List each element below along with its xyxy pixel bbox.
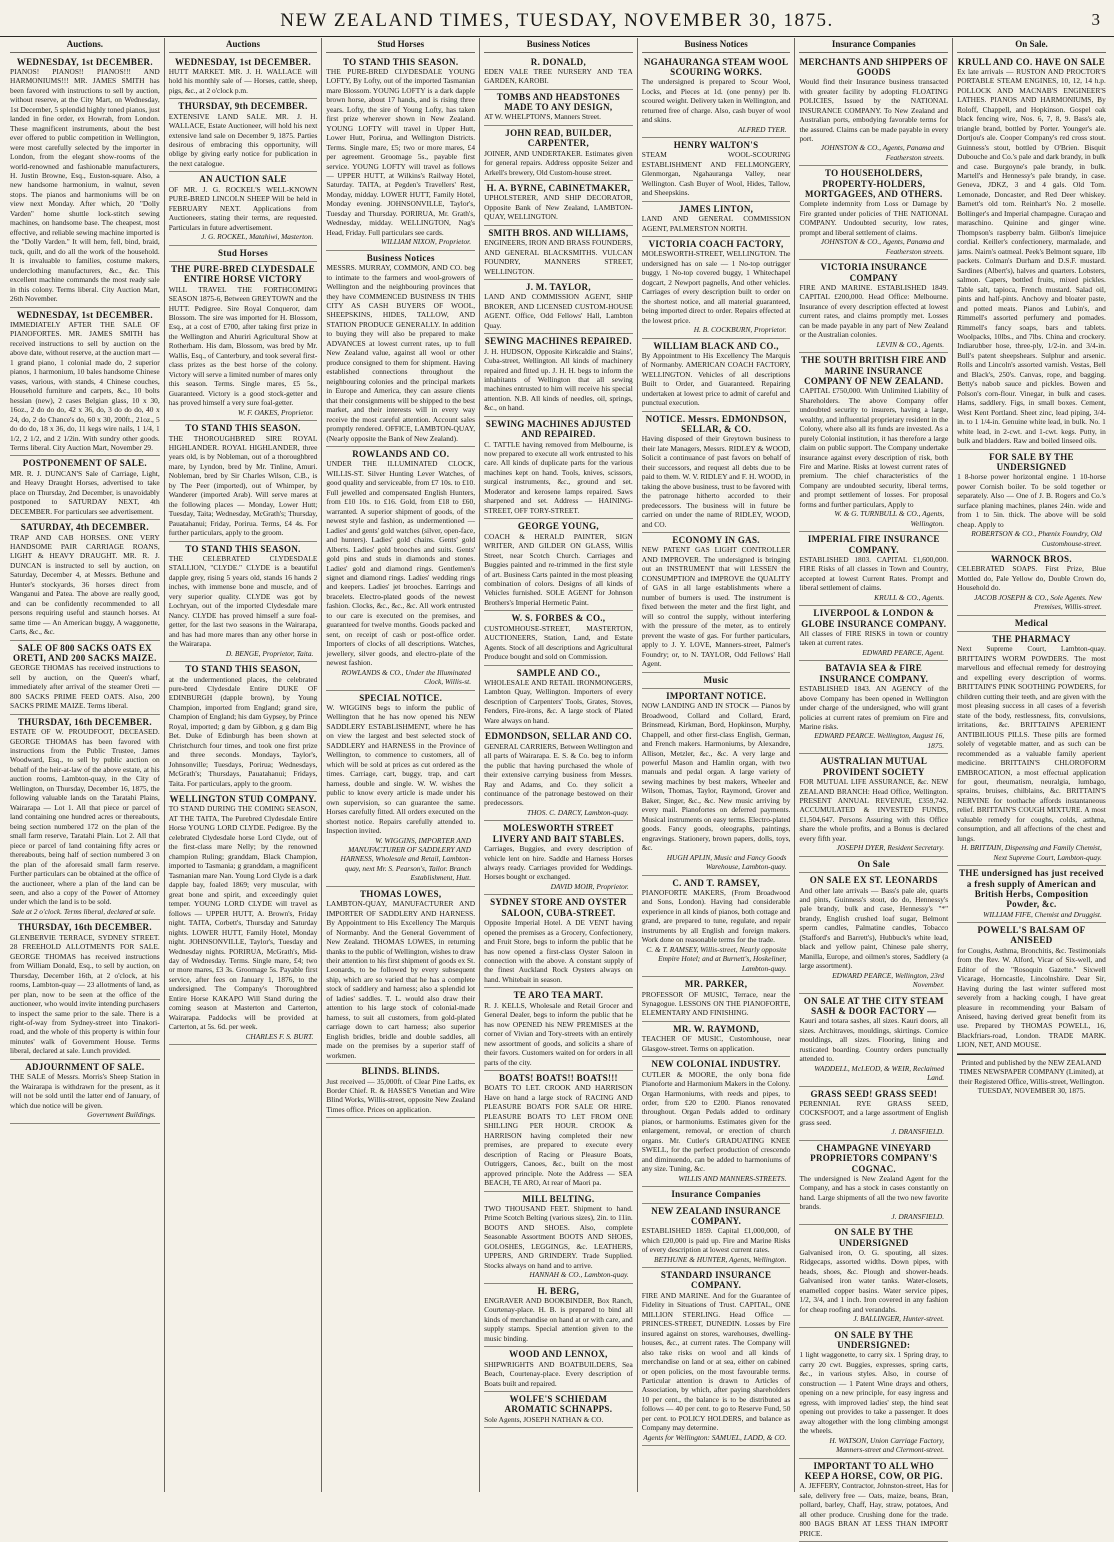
ad-body: at the undermentioned places, the celebrated pure-bred Clydesdale Entire DUKE OF EDINBURGH (dapple brown), by Young Champion, imported from England; grand sire, Champion of England; his dam Gypsey, by Prince Royal, imported; g dam by Gibbon, g g dam Big Bet. Duke of Edinburgh has been shown at Christchurch four times, and took one first prize and three seconds. Mondays, Taylor's, Johnsonville; Tuesdays, Porirua; Wednesdays, McGrath's; Thursdays, Pauatahanui; Fridays, Taita. For particulars, apply to the groom. [168, 674, 318, 788]
ad-title: ADJOURNMENT OF SALE. [25, 1061, 145, 1072]
advertisement [169, 172, 318, 245]
ad-title: Medical [1014, 617, 1049, 628]
ad-title: SYDNEY STORE AND OYSTER SALOON, CUBA-STREET. [490, 897, 627, 918]
ad-body: EXTENSIVE LAND SALE. MR. J. H. WALLACE, Estate Auctioneer, will hold his next extensive land sale on December 9, 1875. Parties desirous of embracing this opportunity, will oblige by giving early notice for publication in the next catalogue. [168, 111, 318, 168]
ad-signature: THOS. C. DARCY, Lambton-quay. [526, 807, 629, 817]
section-heading: Stud Horses [326, 38, 475, 53]
advertisement [957, 923, 1106, 1054]
advertisement [642, 673, 791, 689]
ad-title: THE SOUTH BRITISH FIRE AND MARINE INSURANCE COMPANY OF NEW ZEALAND. [801, 355, 947, 386]
advertisement [10, 308, 160, 457]
ad-body: LAMBTON-QUAY, MANUFACTURER AND IMPORTER OF SADDLERY AND HARNESS. By Appointment to His Excellency The Marquis of Normanby. And the General Government of New Zealand. THOMAS LOWES, in returning thanks to the public of Wellington, wishes to draw their attention to his first shipment of goods ex St. Leonards, to be followed by every subsequent ship, which are so varied that he has a complete stock of saddlery and harness; also a splendid lot of ladies' saddles. T. L. would also draw their attention to his large stock of colonial-made harness, to suit all customers, from gold-plated carriage down to cart harness; also superior English bridles, bridle and double saddles, all made on the premises by a superior staff of workmen. [326, 899, 476, 1060]
ad-title: WOLFE'S SCHIEDAM AROMATIC SCHNAPPS. [504, 1394, 613, 1415]
ad-body: COACH & HERALD PAINTER, SIGN WRITER, AND GILDER ON GLASS, Willis Street, near Scotch Church. Carriages and Buggies painted and re-trimmed in the first style of art. Business Carts painted in the most pleasing combination of colors. Designs of all kinds of Vehicles furnished. SOLE AGENT for Johnson Brothers's Imperial Hermetic Paint. [484, 531, 633, 607]
ad-title: GRASS SEED! GRASS SEED! [810, 1088, 938, 1099]
advertisement [799, 55, 948, 167]
ad-signature: W. F. OAKES, Proprietor. [237, 407, 314, 417]
ad-signature: Sale at 2 o'clock. Terms liberal, declared at sale. [11, 906, 156, 916]
ad-body: C. TATTLE having removed from Melbourne, is now prepared to execute all work entrusted to his care. All kinds of duplicate parts for the various machines kept on hand. Tools, knives, scissors, surgical instruments, &c., ground and set. Moderator and kerosene lamps repaired. Saws sharpened and set. Address — HAINING-STREET, OFF TORY-STREET. [484, 439, 633, 515]
ad-title: IMPERIAL FIRE INSURANCE COMPANY. [807, 534, 940, 555]
ad-title: STANDARD INSURANCE COMPANY. [660, 1270, 772, 1291]
advertisement [484, 1347, 633, 1392]
ad-title: LIVERPOOL & LONDON & GLOBE INSURANCE COMPANY. [801, 608, 947, 629]
ad-signature: CHARLES F. S. BURT. [245, 1031, 314, 1041]
ad-body: TWO THOUSAND FEET. Shipment to hand. Prime Scotch Belting (various sizes), 2in. to 11in. BOOTS AND SHOES. Also, complete Seasonable Assortment BOOTS AND SHOES, GOLOSHES, LEGGINGS, &c. LEATHERS, UPPERS, AND GRINDERY. Trade Supplied. Stocks always on hand and to arrive. [484, 1203, 633, 1270]
ad-title: KRULL AND CO. HAVE ON SALE [957, 56, 1106, 67]
advertisement [484, 1284, 633, 1348]
ad-title: CHAMPAGNE VINEYARD PROPRIETORS COMPANY'S COGNAC. [810, 1142, 938, 1174]
ad-title: HENRY WALTON'S [673, 140, 759, 151]
advertisement [799, 1225, 948, 1327]
ad-body: Ex late arrivals — RUSTON AND PROCTOR'S PORTABLE STEAM ENGINES, 10, 12, 14 h.p. POLLOCK AND MACNAB'S ENGINEER'S LATHES. PIANOS AND HARMONIUMS, By Roloff, Chappell, and Hopkinson. Gospel oak black fencing wire, Nos. 6, 7, 8, 9. Bass's ale, triangle brand, bottled by Porter. Younger's ale. Dortjou's ale. Cooper Company's red cross stout. Guinness's stout, bottled by O'Brien. Bisquit Dubouche and Co.'s pale and dark brandy, in bulk and case. Burgoyne's pale brandy, in bulk. Martell's and Hennessy's pale brandy, in case. Geneva, JDKZ, 3 and 4 gals. Old Tom. Lemonade, Doncaster, and Red Deer whiskey. Barnett's old tom. Reinhart's No. 2 moselle. Bollinger's and Imperial champagne. Curaçao and maraschino. Quinine and ginger wine. Thompson's raspberry balm. Gilbon's limejuice cordial. Keiller's confectionery, marmalade, and jams. Nairn's oatmeal. Peek's Belmont square, 1lb packets. Colman's Durham and D.S.F. mustard. Sardines (Albert's), halves and quarters. Lobsters, salmon. Capers, bottled fruits, mixed pickles. Table salt, tapioca, French mustard. Salad oil, pints and half-pints. Anchovy and bloater paste, and potted meats. Pianos and Lubin's, and Rimmell's assorted perfumery and pomades. Rimmell's fancy soaps, bars and tablets. Woolpacks, 10lbs., and 7lbs. China and crockery. Indiarubber hose, three-ply, 1/2-in. and 3/4-in. Bull's patent sheepshears. Sulphur and arsenic. Rolls and Lincoln's assorted varnish. Vestas, Bell and Black's, 250's. Canvas, rope, and bagging. Betty's nabob sauce and pickles. Bowen and Polson's corn-flour. Vinegar, in bulk and cases. Hams, saddlery. Figs, in small boxes. Cement, West Kent Portland. Sheet zinc, lead piping, 3/4-in. to 1 1/4-in. Genuine white lead, in bulk. No. 1 white lead, in 2-cwt. and 1-cwt. kegs. Putty, in bulk and bladders. Raw and boiled linseed oils. [957, 66, 1106, 446]
advertisement [642, 412, 791, 533]
advertisement [484, 1392, 633, 1428]
ad-title: WOOD AND LENNOX, [509, 1349, 608, 1360]
ad-title: SPECIAL NOTICE. [359, 692, 443, 703]
advertisement [484, 666, 633, 730]
ad-body: THE CELEBRATED CLYDESDALE STALLION, "CLYDE." CLYDE is a beautiful dapple grey, rising 5 years old, stands 16 hands 2 inches, with immense bone and muscle, and of very superior quality. CLYDE was got by Lochryan, out of the imported Clydesdale mare Nancy. CLYDE has proved himself a sure foal-getter, for the last two seasons in the Wairarapa, and has had more mares than any other horse in the Wairarapa. [168, 554, 318, 649]
ad-body: LAND AND COMMISSION AGENT, SHIP BROKER, AND LICENSED CUSTOM-HOUSE AGENT. Office, Odd Fellows' Hall, Lambton Quay. [484, 292, 633, 330]
advertisement [957, 866, 1106, 923]
ad-signature: J. G. ROCKEL, Matahiwi, Masterton. [201, 232, 314, 242]
ad-title: SATURDAY, 4th DECEMBER. [20, 522, 149, 533]
advertisement [642, 1204, 791, 1269]
advertisement [484, 729, 633, 821]
ad-signature: H. BRITTAIN, Dispensing and Family Chemist, Next Supreme Court, Lambton-quay. [961, 843, 1102, 862]
ad-body: W. WIGGINS begs to inform the public of Wellington that he has now opened his NEW SADDLERY ESTABLISHMENT, where he has on view the largest and best selected stock of SADDLERY and HARNESS in the Province of Wellington, to commence to customers, all of which will be sold at prices as cut ordered as the times. Carriage, cart, buggy, trap, and cart harness, double and single. W. W. wishes the public to know every article is made under his own supervision, so can guarantee the same. Horses carefully fitted. All orders executed on the shortest notice. Repairs carefully attended to. Inspection invited. [326, 702, 476, 836]
ad-title: ON SALE EX ST. LEONARDS [809, 875, 938, 886]
ad-title: NEW ZEALAND INSURANCE COMPANY. [651, 1205, 781, 1226]
ad-body: UNDER THE ILLUMINATED CLOCK, WILLIS-ST. Silver Hunting Lever Watches, of good quality and serviceable, from £7 10s. to £10. Full jewelled and compensated English Hunters, from £10 10s. to £16. Gold, from £18 to £60, warranted. A superior shipment of goods, of the newest style and fashion, as undermentioned — Ladies' and gents' gold watches (silver, open-face, and hunters). Ladies' gold chains. Gents' gold Alberts. Ladies' gold brooches and suits. Gents' gold pins and studs in diamonds and stones. Ladies' gold and diamond rings. Gentlemen's signet and diamond rings. Ladies' wedding rings and keepers. Ladies' jet brooches. Earrings and bracelets. Electro-plated goods of the newest fashion. Clocks, &c., &c., &c. All work entrusted to our care is executed on the premises, and guaranteed for twelve months. Goods packed and sent, on receipt of cash or post-office order. Importers of clocks of all descriptions. Watches, jewellery, silver goods, and electro-plate of the newest fashion. [326, 459, 476, 668]
ad-title: VICTORIA INSURANCE COMPANY [820, 262, 928, 283]
advertisement [642, 977, 791, 1022]
advertisement [169, 421, 318, 542]
advertisement [169, 542, 318, 663]
advertisement [169, 55, 318, 100]
ad-title: THURSDAY, 9th DECEMBER. [178, 101, 308, 112]
advertisement [326, 447, 475, 691]
ad-title: SAMPLE AND CO., [516, 667, 601, 678]
advertisement [642, 1268, 791, 1446]
advertisement [799, 1328, 948, 1459]
advertisement [799, 1459, 948, 1542]
advertisement [484, 181, 633, 226]
ad-body: PIANOS! PIANOS!! PIANOS!!! AND HARMONIUMS!!! MR. JAMES SMITH has been favored with instructions to sell by auction, without reserve, at the City Mart, on Wednesday, 1st December, 5 splendid highly toned pianos, just landed in fine order, ex Howrah, from London. These magnificent instruments, about the best ever offered to public competition in Wellington, were most carefully selected by the importer in London, from the elegant show-rooms of the world-renowned and fashionable manufacturers, H. Justin Browne, Esq., Euston-square. Also, a new handsome harmonium, in walnut, seven stops. The pianos and harmoniums will be on view next Monday. After which, 20 "Dolly Varden" home shuttle lock-stitch sewing machines, on handsome base. The cheapest, most effective, and reliable sewing machine imported is the "Dolly Varden." It will hem, fell, bind, braid, tuck, quilt, and do all the work of the household. It is invaluable to families, costume makers, underclothing manufacturers, &c., &c. This excellent machine commands the most ready sale in this colony. Terms liberal. City Auction Mart, 26th November. [10, 66, 160, 304]
ad-signature: HANNAH & CO., Lambton-quay. [529, 1270, 629, 1280]
section-heading: Business Notices [484, 38, 633, 53]
ad-signature: DAVID MOIR, Proprietor. [550, 881, 629, 891]
ad-body: Sole Agents, JOSEPH NATHAN & CO. [484, 1414, 604, 1424]
advertisement [957, 616, 1106, 632]
ad-body: Next Supreme Court, Lambton-quay. BRITTAIN'S WORM POWDERS. The most marvellous and effectual remedy for destroying and expelling every description of worms. BRITTAIN'S PINK SOOTHING POWDERS, for children cutting their teeth, and are given with the most pleasing success in all cases of a feverish state of the body, restlessness, fits, convulsions, irritations, &c. BRITTAIN'S APERIENT ANTIBILIOUS PILLS. These pills are formed solely of vegetable matter, and as such can be recommended as a valuable family aperient medicine. BRITTAIN'S CHLOROFORM EMBROCATION, a most effectual application for gout, rheumatism, neuralgia, lumbago, sprains, bruises, chilblains, &c. BRITTAIN'S NERVINE for toothache affords instantaneous relief. BRITTAIN'S COUGH MIXTURE. A most valuable remedy for coughs, colds, asthma, consumption, and all affections of the chest and lungs. [957, 644, 1106, 843]
ad-body: BOATS TO LET. CROOK AND HARRISON Have on hand a large stock of RACING AND PLEASURE BOATS FOR SALE OR HIRE. PLEASURE BOATS TO LET FROM ONE SHILLING PER HOUR. CROOK & HARRISON having completed their new premises, are prepared to execute every description of Racing or Pleasure Boats, Outriggers, Canoes, &c., built on the most approved principle. Note the Address — SEA BEACH, TE ARO, At rear of Maori pa. [484, 1083, 633, 1188]
masthead-title: NEW ZEALAND TIMES, TUESDAY, NOVEMBER 30, 1875. [280, 10, 834, 31]
ad-title: EDMONDSON, SELLAR AND CO. [485, 731, 632, 742]
advertisement [642, 55, 791, 139]
ad-body: By Appointment to His Excellency The Marquis of Normanby. AMERICAN COACH FACTORY, WELLINGTON. Vehicles of all descriptions Built to Order, and Guaranteed. Repairing undertaken at lowest price to admit of careful and punctual execution. [641, 350, 791, 408]
ad-body: ESTATE OF W. PROUDFOOT, DECEASED. GEORGE THOMAS has been favored with instructions from the Public Trustee, James Woodward, Esq., to sell by public auction on behalf of the heir-at-law of the above estate, at his auction rooms, Lambton-quay, in the City of Wellington, on Thursday, December 16, 1875, the following valuable lands on the Taratahi Plains, Wairarapa — Lot 1. All that piece or parcel of land containing one hundred acres or thereabouts, being section numbered 172 on the plan of the small farm reserve, Taratahi Plain. Lot 2. All that piece or parcel of land containing fifty acres or thereabouts, being half of section numbered 3 on the plan of the aforesaid small farm reserve. Further particulars can be obtained at the office of the auctioneer, where a plan of the land can be seen, and also a copy of the Power of Attorney under which the land is to be sold. [10, 727, 160, 907]
ad-title: On Sale [857, 858, 890, 869]
ad-title: SEWING MACHINES REPAIRED. [484, 336, 632, 347]
ad-signature: KRULL & CO., Agents. [874, 592, 945, 602]
ad-body: ENGRAVER AND BOOKBINDER, Box Ranch, Courtenay-place. H. B. is prepared to bind all kinds of merchandise on hand at or with care, and supply stamps. Special attention given to the music binding. [484, 1295, 633, 1343]
column-4 [479, 38, 637, 1492]
column-2 [164, 38, 322, 1492]
ad-signature: EDWARD PEARCE. Wellington, August 16, 1875. [814, 731, 945, 750]
ad-title: MOLESWORTH STREET LIVERY AND BAIT STABLES. [492, 823, 625, 844]
advertisement [10, 456, 160, 520]
ad-signature: H. B. COCKBURN, Proprietor. [693, 325, 787, 335]
advertisement [484, 519, 633, 611]
ad-title: WEDNESDAY, 1st DECEMBER. [16, 309, 153, 320]
ad-body: TO STAND DURING THE COMING SEASON, AT THE TAITA, The Purebred Clydesdale Entire Horse YOUNG LORD CLYDE. Pedigree. By the celebrated Clydesdale horse Lord Clyde, out of the first-class mare Nelly; by the renowned champion Ruling; granddam, Black Champion, imported to Tasmania; g granddam, a magnificent Tasmanian mare Nan. Young Lord Clyde is a dark dapple bay, foaled 1869; very muscular, with great bone and spirit, and exceedingly quiet temper. YOUNG LORD CLYDE will travel as follows — UPPER HUTT, A. Brown's, Friday night. TAITA, Corbett's, Thursday and Saturday nights. LOWER HUTT, Family Hotel, Monday night. JOHNSONVILLE, Taylor's, Tuesday and Wednesday nights. PORIRUA, McGrath's, Mid-day of Wednesday. Terms. Single mare, £4; two or more mares, £3 3s. Groomage 5s. Payable first service, after fees on January 1, 1876, to the undersigned. The Company's Thoroughbred Entire Horse KAKAPO Will Stand during the coming season at Masterton and Carterton, Wairarapa. Paddocks will be provided at Carterton, at 5s. 6d. per week. [168, 804, 318, 1032]
ad-body: 1 light waggonette, to carry six. 1 Spring dray, to carry 20 cwt. Buggies, expresses, spring carts, &c., in various styles. Also, in course of construction — 1 Patent Wine drays and others, opening on a new principle, for easy ingress and egress, with improved ladies' step, the hind seat opening out provides to take a passenger. It does away altogether with the long climbing amongst the wheels. [799, 1350, 949, 1436]
ad-title: TOMBS AND HEADSTONES MADE TO ANY DESIGN, [496, 91, 620, 113]
advertisement [799, 1141, 948, 1225]
ad-body: CUSTOMHOUSE-STREET, MASTERTON, AUCTIONEERS, Station, Land, and Estate Agents. Stock of all descriptions and Agricultural Produce bought and sold on Commission. [484, 623, 633, 662]
advertisement [799, 260, 948, 353]
advertisement [642, 202, 791, 237]
ad-body: WHOLESALE AND RETAIL IRONMONGERS, Lambton Quay, Wellington. Importers of every description of Carpenters' Tools, Grates, Stoves, Fenders, Fire-irons, &c. A large stock of Plated Ware always on hand. [484, 677, 633, 725]
colophon: Printed and published by the NEW ZEALAND TIMES NEWSPAPER COMPANY (Limited), at their Registered Office, Willis-street, Wellington. TUESDAY, NOVEMBER 30, 1875. [957, 1054, 1106, 1096]
ad-title: BLINDS. BLINDS. [361, 1066, 440, 1077]
ad-body: Just received — 35,000ft. of Clear Pine Laths, ex Border Chief. R. & HASSE'S Venetian and Wire Blind Works, Willis-street, opposite New Zealand Times office. Prices on application. [326, 1076, 476, 1114]
ad-title: THE PURE-BRED CLYDESDALE ENTIRE HORSE VICTORY [171, 263, 315, 285]
section-heading: Insurance Companies [799, 38, 948, 53]
advertisement [484, 226, 633, 280]
ad-title: AUSTRALIAN MUTUAL PROVIDENT SOCIETY [820, 756, 928, 777]
ad-signature: JACOB JOSEPH & CO., Sole Agents. New Premises, Willis-street. [974, 592, 1102, 612]
ad-signature: Agents for Wellington: SAMUEL, LADD, & CO. [643, 1432, 787, 1442]
advertisement [484, 895, 633, 988]
advertisement [957, 450, 1106, 552]
advertisement [799, 166, 948, 260]
ad-signature: D. BENGE, Proprietor, Taita. [225, 648, 314, 658]
ad-title: ON SALE BY THE UNDERSIGNED: [834, 1329, 914, 1351]
advertisement [169, 262, 318, 421]
ad-signature: J. BALLINGER, Hunter-street. [853, 1314, 945, 1324]
advertisement [484, 417, 633, 519]
section-heading: Business Notices [642, 38, 791, 53]
advertisement [484, 1071, 633, 1192]
advertisement [484, 126, 633, 181]
ad-body: JOINER, AND UNDERTAKER. Estimates given for general repairs. Address opposite Seizer and Arkell's brewery, Old Custom-house street. [484, 148, 633, 177]
ad-body: TEACHER OF MUSIC, Customhouse, near Glasgow-street. Terms on application. [641, 1034, 791, 1053]
column-5 [637, 38, 795, 1492]
ad-title: JOHN READ, BUILDER, CARPENTER, [505, 127, 612, 149]
ad-title: WEDNESDAY, 1st DECEMBER. [16, 56, 153, 67]
ad-title: MR. PARKER, [684, 979, 748, 990]
advertisement [799, 661, 948, 754]
page-number: 3 [1091, 10, 1100, 29]
advertisement [642, 1057, 791, 1187]
ad-title: Insurance Companies [671, 1189, 761, 1200]
ad-body: The undersigned is New Zealand Agent for the Company, and has a stock in cases constantly on hand. Large shipments of all the two new favorite brands. [799, 1173, 949, 1212]
advertisement [799, 532, 948, 606]
ad-body: GENERAL CARRIERS, Between Wellington and all parts of Wairarapa. E. S. & Co. beg to inform the public that having purchased the whole of their extensive carrying business from Messrs. Ray and Adams, and Co. they solicit a continuance of the patronage bestowed on their predecessors. [484, 741, 633, 808]
ad-signature: EDWARD PEARCE, Wellington, 23rd November. [832, 970, 945, 990]
ad-title: Music [703, 674, 729, 685]
advertisement [799, 353, 948, 532]
ad-title: IMPORTANT TO ALL WHO KEEP A HORSE, COW, OR PIG. [804, 1460, 943, 1481]
ad-title: ROWLANDS AND CO. [352, 449, 450, 460]
ad-body: EDEN VALE TREE NURSERY AND TEA GARDEN, KAROBI. [484, 66, 633, 86]
ad-body: All classes of FIRE RISKS in town or country taken at current rates. [799, 629, 949, 648]
ad-body: FOR MUTUAL LIFE ASSURANCE, &c. NEW ZEALAND BRANCH: Head Office, Wellington. PRESENT ANNUAL REVENUE, £359,742. ACCUMULATED & INVESTED FUNDS, £1,504,647. Persons Assuring with this Office share the whole profits, and a Bonus is declared every fifth year. [799, 777, 949, 843]
ad-signature: LEVIN & CO., Agents. [876, 339, 945, 349]
advertisement [10, 641, 160, 715]
ad-body: HUTT MARKET. MR. J. H. WALLACE will hold his monthly sale of — Horses, cattle, sheep, pigs, &c., at 2 o'clock p.m. [168, 66, 318, 95]
advertisement [484, 90, 633, 126]
ad-title: C. AND T. RAMSEY, [672, 877, 760, 888]
ad-body: CUTLER & MOORE, the only bona fide Pianoforte and Harmonium Makers in the Colony. Organ Harmoniums, with reeds and pipes, to order, from £20 to £200. Pianos renovated throughout. Organ Pedals added to ordinary pianos, or harmoniums. Estimates given for the enlargement, removal, or erection of church organs. Mr. Cutler's GRADUATING KNEE SWELL, for the perfect production of crescendo and diminuendo, can be added to harmoniums of any size. Tuning, &c. [641, 1069, 791, 1174]
ad-body: The undersigned is prepared to Scour Wool, Locks, and Pieces at 1d. (one penny) per lb. scoured weight. Delivery taken in Wellington, and returned free of charge. Also, cash buyer of wool and skins. [641, 77, 791, 125]
advertisement [10, 55, 160, 308]
advertisement [642, 1022, 791, 1057]
advertisement [799, 857, 948, 873]
ad-signature: W. & G. TURNBULL & CO., Agents, Wellington. [834, 509, 945, 528]
ad-body: for Coughs, Asthma, Bronchitis, &c. Testimonials from the Rev. W. Alford, Vicar of Six-well, and Editor of the "Rosoquin Gazette." Sixwell Vicarage, Horncastle, Lincolnshire. Dear Sir, Having during the last winter suffered most severely from a hacking cough, I have great pleasure in recommending your Balsam of Aniseed, having derived great benefit from its use. Prepared by THOMAS POWELL, 16, Blackfriars-road, London. TRADE MARK. LION, NET, AND MOUSE. [957, 945, 1106, 1050]
ad-title: R. DONALD, [530, 56, 587, 67]
advertisement [642, 339, 791, 412]
ad-body: ENGINEERS, IRON AND BRASS FOUNDERS, AND GENERAL BLACKSMITHS. VULCAN FOUNDRY, MANNERS STREET, WELLINGTON. [484, 238, 633, 276]
ad-body: WILL TRAVEL THE FORTHCOMING SEASON 1875-6, Between GREYTOWN and the HUTT. Pedigree. Sire Royal Conqueror, dam Blossom. The sire was imported for H. Blossom, Esq., at a cost of £700, after taking first prize in the Wellington and Ahuriri Agricultural Show at Rotherham. His dam, Blossom, was bred by Mr. Wallis, Esq., of Canterbury, and took several first-class prizes as the best horse of the colony. Victory will serve a limited number of mares only this season. Terms. Single mares, £5 5s., Guaranteed. Victory is a good stock-getter and has proved himself a very sure foal-getter. [168, 284, 318, 408]
ad-body: A. JEFFERY, Contractor, Johnston-street, Has for sale, delivery free — Oats, maize, beans, Bran, pollard, barley, Chaff, Hay, straw, potatoes, And all other produce. Crushing done for the trade. 800 BAGS BRAN AT LESS THAN IMPORT PRICE. [799, 1481, 949, 1538]
ad-body: Complete indemnity from Loss or Damage by Fire granted under policies of THE NATIONAL COMPANY. Undoubted security, low rates, prompt and liberal settlement of claims. [799, 199, 949, 237]
ad-title: ECONOMY IN GAS. [672, 535, 760, 546]
ad-signature: C. & T. RAMSEY, Willis-street, Nearly opposite Empire Hotel; and at Burnett's, Hoskeliner, Lambton-quay. [646, 944, 787, 973]
advertisement [484, 1192, 633, 1284]
ad-title: FOR SALE BY THE UNDERSIGNED [989, 451, 1074, 472]
ad-signature: WILLIAM NIXON, Proprietor. [381, 237, 472, 247]
advertisement [642, 138, 791, 202]
column-7 [952, 38, 1110, 1492]
ad-body: THE PURE-BRED CLYDESDALE YOUNG LOFTY, By Lofty, out of the imported Tasmanian mare Blossom. YOUNG LOFTY is a dark dapple brown horse, about 17 hands, and is rising three years. Lofty, the sire of Young Lofty, has taken first prize wherever shown in New Zealand. YOUNG LOFTY will travel in Upper Hutt, Lower Hutt, Porirua, and Wellington Districts. Terms. Single mare, £5; two or more mares, £4 per agreement. Groomage 5s., payable first service. YOUNG LOFTY will travel as follows — UPPER HUTT, at Wilkins's Railway Hotel, Saturday. TAITA, at Pegden's Travellers' Rest, Monday, midday. LOWER HUTT, Family Hotel, Monday evening. JOHNSONVILLE, Taylor's, Tuesday and Thursday. PORIRUA, Mr. Grath's, Wednesday, midday. WELLINGTON, Nag's Head, Friday. Full particulars see cards. [326, 66, 476, 237]
ad-body: Would find their Insurance business transacted with greater facility by adopting FLOATING POLICIES, Issued by the NATIONAL INSURANCE COMPANY. To New Zealand and Australian ports, embodying favorable terms for the assured. Claims can be made payable in every port. [799, 77, 949, 144]
advertisement [169, 792, 318, 1045]
ad-title: BATAVIA SEA & FIRE INSURANCE COMPANY. [819, 663, 929, 684]
ad-body: MESSRS. MURRAY, COMMON, AND CO. beg to intimate to the farmers and wool-growers of Wellington and the neighbouring provinces that they have COMMENCED BUSINESS IN THIS CITY AS CASH BUYERS OF WOOL, SHEEPSKINS, HIDES, TALLOW, AND STATION PRODUCE GENERALLY. In addition to buying they will also be prepared to make ADVANCES at lowest current rates, up to full New Zealand value, against all wool or other produce consigned to them for shipment. Having established connections throughout the neighbouring colonies and the principal markets in Europe and America, they can assure clients that their consignments will be shipped to the best market, and their interests will in every way receive the most careful attention. Account sales promptly rendered. OFFICE, LAMBTON-QUAY, (Nearly opposite the Bank of New Zealand). [326, 263, 476, 443]
advertisement [642, 689, 791, 876]
advertisement [957, 55, 1106, 450]
advertisement [326, 691, 475, 887]
advertisement [10, 920, 160, 1059]
ad-title: THE PHARMACY [992, 634, 1071, 645]
column-6 [794, 38, 952, 1538]
advertisement [169, 99, 318, 172]
advertisement [10, 520, 160, 641]
advertisement [642, 1187, 791, 1203]
ad-body: FIRE AND MARINE. And for the Guarantee of Fidelity in Situations of Trust. CAPITAL, ONE MILLION STERLING. Head Office — PRINCES-STREET, DUNEDIN. Losses by Fire insured against on stores, warehouses, dwelling-houses, &c., at current rates. The Company will also take risks on wool and all kinds of merchandise on land or at sea, either on cabined or open policies, on the most favourable terms. Particular attention is drawn to Articles of Association, by which, after paying shareholders 10 per cent., the balance is to be distributed as follows — 40 per cent. to go to Reserve Fund, 50 per cent. to POLICY HOLDERS, and balance as Company may determine. [641, 1290, 791, 1433]
ad-body: Carriages, Buggies, and every description of vehicle lent on hire. Saddle and Harness Horses always ready. Carriages provided for Weddings. Horses bought or exchanged. [484, 844, 633, 882]
advertisement [799, 606, 948, 661]
ad-body: Kauri and totara sashes, all sizes. Kauri doors, all sizes. Architraves, mouldings, skirtings. Cornice mouldings, all sizes. Flooring, lining and rusticated boarding. Country orders punctually attended to. [799, 1016, 949, 1064]
ad-title: NOTICE. Messrs. EDMONDSON, SELLAR, & CO. [645, 413, 787, 435]
ad-signature: W. WIGGINS, IMPORTER AND MANUFACTURER OF SADDLERY AND HARNESS, Wholesale and Retail, Lambton-quay, next Mr. S. Pearson's, Tailor. Branch Establishment, Hutt. [340, 835, 472, 883]
ad-title: THOMAS LOWES, [360, 888, 442, 899]
ad-title: AN AUCTION SALE [199, 174, 287, 185]
ad-body: 1 8-horse power horizontal engine. 1 10-horse power Cornish boiler. To be sold together or separately. Also — One of J. B. Rogers and Co.'s surface planing machines, planes 24in. wide and from 1 to 5in. thick. The above will be sold cheap. Apply to [957, 472, 1106, 529]
advertisement [799, 873, 948, 994]
ad-signature: WADDELL, McLEOD, & WEIR, Reclaimed Land. [814, 1063, 945, 1083]
ad-title: ON SALE AT THE CITY STEAM SASH & DOOR FACTORY — [803, 995, 944, 1017]
advertisement [326, 1064, 475, 1118]
ad-body: THE SALE of Messrs. Morris's Sheep Station in the Wairarapa is withdrawn for the present, as it will not be sold until the latter end of January, of which due notice will be given. [10, 1072, 160, 1110]
ad-body: PERENNIAL RYE GRASS SEED, COCKSFOOT, and a large assortment of English grass seed. [799, 1098, 949, 1127]
ad-title: J. M. TAYLOR, [525, 282, 591, 293]
ad-body: UPHOLSTERER, AND SHIP DECORATOR, Opposite Bank of New Zealand, LAMBTON-QUAY, WELLINGTON. [484, 193, 633, 222]
ad-title: WEDNESDAY, 1st DECEMBER. [175, 56, 312, 67]
ad-title: TO STAND THIS SEASON. [343, 56, 459, 67]
advertisement [10, 715, 160, 921]
ad-title: POSTPONEMENT OF SALE. [22, 458, 147, 469]
section-heading: On Sale. [957, 38, 1106, 53]
ad-body: Having disposed of their Greytown business to their late Managers, Messrs. RIDLEY & WOOD, Solicit a continuance of past favors on behalf of their successors, and request all debts due to be paid to them. W. V. RIDLEY and F. H. WOOD, in taking the above business, trust to be favored with the patronage hitherto accorded to their predecessors. The business will in future be carried on under the name of RIDLEY, WOOD, and CO. [641, 434, 791, 529]
ad-body: And other late arrivals — Bass's pale ale, quarts and pints, Guinness's stout, do do, Hennessy's pale brandy, bulk and case, Hennessy's "*" brandy, English crushed loaf sugar, Belmont sperm candles, Palmatine candles, Tobacco (Stafford's and Barrett's), Hubbuck's white lead, black and yellow paint, Chinese pale sherry, Manilla, Europe, and oilmen's stores, Saddlery (a large assortment). [799, 885, 949, 971]
ad-body: ESTABLISHED 1859. Capital £1,000,000, of which £20,000 is paid up. Fire and Marine Risks of every description at lowest current rates. [641, 1226, 791, 1255]
advertisement [326, 887, 475, 1064]
ad-body: NEW PATENT GAS LIGHT CONTROLLER AND IMPROVER. The undersigned is bringing out an INSTRUMENT that will LESSEN the CONSUMPTION and IMPROVE the QUALITY of GAS in all large establishments where a number of burners is used. The instrument is fixed between the meter and the first light, and will so control the supply, without interfering with the pressure of the meter, as to entirely prevent the waste of gas. For further particulars, apply to J. Y. LOVE, Manners-street, Palmer's Foundry; or, to N. TAYLOR, Odd Fellows' Hall Agent. [641, 545, 791, 669]
advertisement [799, 1087, 948, 1141]
ad-body: NOW LANDING AND IN STOCK — Pianos by Broadwood, Collard and Collard, Erard, Brinsmead, Kirkman, Bord, Hopkinson, Murphy, Chappell, and other first-class English, German, and French makers. Harmoniums, by Alexandre, Allison, Metzler, &c., &c. A very large and powerful Mason and Hamlin organ, with two manuals and pedal organ. A large variety of sewing machines by best makers, Wheeler and Wilson, Thomas, Taylor, Raymond, Grover and Baker, Singer, &c., &c. New music arriving by every mail. Pianofortes on deferred payments. Musical instruments on easy terms. Electro-plated goods. Fancy goods, oleographs, paintings, engravings. Stationery, brown papers, dolls, toys, &c. [641, 701, 791, 853]
ad-body: MOLESWORTH-STREET, WELLINGTON. The undersigned has on sale — 1 No-top outrigger buggy, 1 No-top covered buggy, 1 Whitechapel dogcart, 2 Newport pagnells, And other vehicles. Carriages of every description built to order on the shortest notice, and all material guaranteed, being imported direct to order. Repairs effected at the lowest price. [641, 249, 791, 325]
ad-body: OF MR. J. G. ROCKEL'S WELL-KNOWN PURE-BRED LINCOLN SHEEP Will be held in FEBRUARY NEXT. Applications from Auctioneers, stating their terms, are requested. Particulars in future advertisement. [168, 184, 318, 232]
advertisement [799, 754, 948, 856]
ad-body: PROFESSOR OF MUSIC, Terrace, near the Synagogue. LESSONS ON THE PIANOFORTE, ELEMENTARY AND FINISHING. [641, 989, 791, 1018]
advertisement [484, 55, 633, 90]
ad-title: NGAHAURANGA STEAM WOOL SCOURING WORKS. [643, 56, 789, 77]
advertisement [642, 876, 791, 978]
ad-title: TO STAND THIS SEASON. [185, 543, 301, 554]
advertisement [326, 251, 475, 447]
ad-signature: ROWLANDS & CO., Under the Illuminated Clock, Willis-st. [341, 667, 472, 687]
ad-title: VICTORIA COACH FACTORY, [648, 238, 784, 249]
ad-body: CAPITAL £750,000. With Unlimited Liability of Shareholders. The above Company offer undoubted security to insurers, having a large, wealthy, and influential proprietary resident in the Colony, where also all its funds are invested. As a purely Colonial institution, it has therefore a large claim on public support. The Company undertake insurance against every description of risk, both Fire and Marine. Risks at lowest current rates of premium. The chief characteristics of the Company are undoubted security, liberal terms, and prompt settlement of losses. For proposal forms and further particulars, Apply to [799, 386, 949, 509]
ad-title: SMITH BROS. AND WILLIAMS, [488, 227, 629, 238]
ad-signature: J. DRANSFIELD. [891, 1127, 945, 1137]
masthead [0, 0, 1114, 37]
ad-body: IMMEDIATELY AFTER THE SALE OF PIANOFORTES. MR. JAMES SMITH has received instructions to sell by auction on the above date, without reserve, at the auction mart — 1 grand piano, 1 colonial made do, 2 superior pianos, 1 harmonium, 10 bales handsome Chinese vases, various, with stands, 4 Chinese couches, Household furniture and carpets, &c., 10 bolts hessian (new), 2 cases Belgian glass, 10 x 30, 16oz., 2 do do do, 42 x 36, do, 3 do do do, 40 x 24, do, 2 do Chance's do, 60 x 30, 200ft., 21oz., 5 do do do, 18 x 36, do, 11 kegs wire nails, 1 1/4, 1 1/2, 2 1/2, and 2 1/2in. With sundry other goods. Terms liberal. City Auction Mart, November 29. [10, 319, 160, 453]
column-1 [6, 38, 164, 1492]
ad-title: THURSDAY, 16th DECEMBER. [17, 716, 152, 727]
ad-title: SEWING MACHINES ADJUSTED AND REPAIRED. [485, 418, 632, 440]
ad-body: STEAM WOOL-SCOURING ESTABLISHMENT AND FELLMONGERY, Glenmorgan, Ngahauranga Valley, near Wellington. Cash Buyer of Wool, Hides, Tallow, and Sheepskins. [641, 150, 791, 198]
ad-body: Opposite Imperial Hotel. A DE VENT having opened the premises as a Grocery, Confectionery, and Fruit Store, begs to inform the public that he has now opened a first-class Oyster Saloon in connection with the above. A constant supply of the finest Auckland Rock Oysters always on hand. Whitebait in season. [484, 918, 633, 984]
ad-title: H. A. BYRNE, CABINETMAKER, [486, 183, 631, 194]
ad-title: Business Notices [366, 252, 435, 263]
advertisement [642, 533, 791, 672]
ad-title: POWELL'S BALSAM OF ANISEED [977, 925, 1086, 946]
ad-title: BOATS! BOATS!! BOATS!!! [498, 1073, 618, 1084]
ad-body: AT W. WHELPTON'S, Manners Street. [484, 112, 601, 122]
ad-title: TO HOUSEHOLDERS, PROPERTY-HOLDERS, MORTGAGEES, AND OTHERS. [804, 168, 943, 200]
advertisement [484, 280, 633, 334]
ad-title: MILL BELTING. [522, 1193, 595, 1204]
ad-title: H. BERG, [537, 1285, 580, 1296]
ad-title: NEW COLONIAL INDUSTRY. [651, 1059, 781, 1070]
advertisement [10, 1060, 160, 1124]
ad-title: TO STAND THIS SEASON, [185, 664, 301, 675]
ad-body: PIANOFORTE MAKERS, (From Broadwood and Sons, London). Having had considerable experience in all kinds of pianos, both cottage and grand, are prepared to tune, regulate, and repair instruments by all English and foreign makers. Work done on reasonable terms for the trade. [641, 887, 791, 945]
ad-signature: ROBERTSON & CO., Phœnix Foundry, Old Customhouse-street. [971, 529, 1102, 548]
ad-body: TRAP AND CAB HORSES. ONE VERY HANDSOME PAIR CARRIAGE ROANS, LIGHT & HEAVY DRAUGHT. MR. R. J. DUNCAN is instructed to sell by auction, on Saturday, December 4, at Messrs. Bethune and Hunter's stockyards, 36 horses direct from Wanganui and Patea. The above are really good, and can be confidently recommended to all persons requiring useful and staunch horses. At same time — An American buggy, A waggonette, Carts, &c., &c. [10, 532, 160, 637]
ad-title: WARNOCK BROS. [991, 554, 1072, 565]
ad-signature: J. DRANSFIELD. [891, 1211, 945, 1221]
ad-title: W. S. FORBES & CO., [511, 613, 606, 624]
ad-body: LAND AND GENERAL COMMISSION AGENT, PALMERSTON NORTH. [641, 214, 791, 233]
ad-title: TE ARO TEA MART. [513, 990, 604, 1001]
ad-body: THE THOROUGHBRED SIRE ROYAL HIGHLANDER. ROYAL HIGHLANDER, three years old, is by Nobleman, out of a thoroughbred mare, by Lyndon, bred by Mr. Tinline, Amuri. Nobleman, bred by Sir Charles Wilson, C.B., is by The Peer (imported), out of Whimper, by Wanderer (imported Arab). Will serve mares at the following places — Monday, Lower Hutt; Tuesday, Taita; Wednesday, McGrath's; Thursday, Pauatahanui; Friday, Porirua. Terms, £4 4s. For further particulars, apply to the groom. [168, 433, 318, 538]
ad-signature: HUGH APLIN, Music and Fancy Goods Warehouse, Lambton-quay. [666, 852, 787, 872]
advertisement [957, 632, 1106, 866]
section-heading: Auctions [169, 38, 318, 53]
ad-title: ON SALE BY THE UNDERSIGNED [834, 1227, 914, 1248]
ad-body: ESTABLISHED 1803. CAPITAL £1,600,000. FIRE Risks of all classes in Town and Country, accepted at lowest Current Rates. Prompt and liberal settlement of claims. [799, 554, 949, 593]
ad-signature: WILLIAM FIFE, Chemist and Druggist. [983, 909, 1102, 919]
ad-title: IMPORTANT NOTICE. [666, 690, 767, 701]
ad-title: THURSDAY, 16th DECEMBER. [17, 922, 152, 933]
ad-body: GEORGE THOMAS has received instructions to sell by auction, on the Queen's wharf, immediately after arrival of the steamer Oreti — 800 SACKS PRIME FEED OATS. Also, 200 SACKS PRIME MAIZE. Terms liberal. [10, 663, 160, 711]
section-heading: Auctions. [10, 38, 160, 53]
ad-body: FIRE AND MARINE. ESTABLISHED 1849. CAPITAL £200,000. Head Office: Melbourne. Insurance of every description effected at lowest current rates, and claims promptly met. Losses can be made payable in any part of New Zealand or the Australian colonies. [799, 282, 949, 340]
ad-title: THE undersigned has just received a fresh supply of American and British Herbs, Composition Powder, &c. [959, 868, 1104, 910]
ad-signature: Government Buildings. [87, 1110, 156, 1120]
ad-body: CELEBRATED SOAPS. First Prize, Blue Mottled do, Pale Yellow do, Double Crown do, Household do. [957, 564, 1106, 593]
ad-body: R. J. KELLS, Wholesale and Retail Grocer and General Dealer, begs to inform the public that he has now OPENED his NEW PREMISES at the corner of Vivian and Tory-streets with an entirely new assortment of goods, and solicits a share of their favors. Customers waited on for orders in all parts of the city. [484, 1000, 633, 1067]
ad-title: MERCHANTS AND SHIPPERS OF GOODS [799, 56, 948, 77]
advertisement [484, 821, 633, 895]
ad-body: J. H. HUDSON, Opposite Kirkcaldie and Stains', Cuba-street, Wellington. All kinds of machinery repaired and fitted up. J. H. H. begs to inform the inhabitants of Wellington that all sewing machines entrusted to him will receive his special attention. N.B. All kinds of needles, oil, springs, &c., on hand. [484, 346, 633, 413]
advertisement [484, 334, 633, 417]
advertisement [169, 246, 318, 262]
ad-signature: JOHNSTON & CO., Agents, Panama and Featherston streets. [820, 143, 945, 162]
ad-signature: H. WATSON, Union Carriage Factory, Manners-street and Clermont-street. [829, 1435, 945, 1455]
columns-container [6, 38, 1110, 1538]
ad-signature: ALFRED TYER. [737, 124, 787, 134]
ad-title: SALE OF 800 SACKS OATS EX ORETI, AND 200 SACKS MAIZE. [13, 642, 157, 664]
ad-body: SHIPWRIGHTS AND BOATBUILDERS, Sea Beach, Courtenay-place. Every description of Boats built and repaired. [484, 1359, 633, 1388]
advertisement [799, 994, 948, 1087]
ad-title: JAMES LINTON, [678, 203, 754, 214]
ad-body: Galvanised iron, O. G. spouting, all sizes. Ridgecaps, assorted widths. Down pipes, with heads, shoes, &c. Plough and shower-heads. Galvanised iron water tanks. Water-closets, enamelled copper basins. Water service pipes, 1/2, 3/4, and 1 inch. Iron covered in any fashion for cheap roofing and verandahs. [799, 1247, 949, 1314]
advertisement [642, 237, 791, 339]
ad-title: GEORGE YOUNG, [517, 521, 599, 532]
ad-title: MR. W. RAYMOND, [673, 1023, 760, 1034]
advertisement [326, 55, 475, 251]
ad-signature: BETHUNE & HUNTER, Agents, Wellington. [654, 1254, 787, 1264]
advertisement [484, 611, 633, 665]
ad-signature: JOSEPH DYER, Resident Secretary. [836, 843, 945, 853]
ad-title: WELLINGTON STUD COMPANY. [169, 794, 317, 805]
ad-title: Stud Horses [218, 247, 269, 258]
ad-body: MR. R. J. DUNCAN'S Sale of Carriage, Light, and Heavy Draught Horses, advertised to take place on Thursday, 2nd December, is unavoidably postponed to SATURDAY NEXT, 4th DECEMBER. For particulars see advertisement. [10, 468, 160, 516]
column-3 [321, 38, 479, 1492]
ad-signature: WILLIS AND MANNERS-STREETS. [678, 1173, 787, 1183]
ad-title: WILLIAM BLACK AND CO., [653, 340, 779, 351]
advertisement [957, 552, 1106, 616]
advertisement [169, 662, 318, 792]
ad-title: TO STAND THIS SEASON. [185, 423, 301, 434]
ad-body: GLENBERVIE TERRACE, SYDNEY STREET. 28 FREEHOLD ALLOTMENTS FOR SALE. GEORGE THOMAS has received instructions from William Donald, Esq., to sell by auction, on Thursday, December 16th, at 2 o'clock, at his rooms, Lambton-quay — 23 allotments of land, as per plan, now to be seen at the office of the auctioneer, who would invite intending purchasers to inspect the same prior to the sale. There is a right-of-way from Sydney-street into Tinakori-road, and the whole of this property is within four minutes' walk of Government House. Terms liberal, declared at sale. Lunch provided. [10, 932, 160, 1056]
advertisement [484, 988, 633, 1071]
ad-signature: EDWARD PEARCE, Agent. [862, 647, 945, 657]
ad-signature: JOHNSTON & CO., Agents, Panama and Featherston streets. [820, 237, 945, 256]
ad-body: ESTABLISHED 1843. AN AGENCY of the above Company has been opened in Wellington under charge of the undersigned, who will grant policies at current rates of premium on Fire and Marine risks. [799, 684, 949, 731]
